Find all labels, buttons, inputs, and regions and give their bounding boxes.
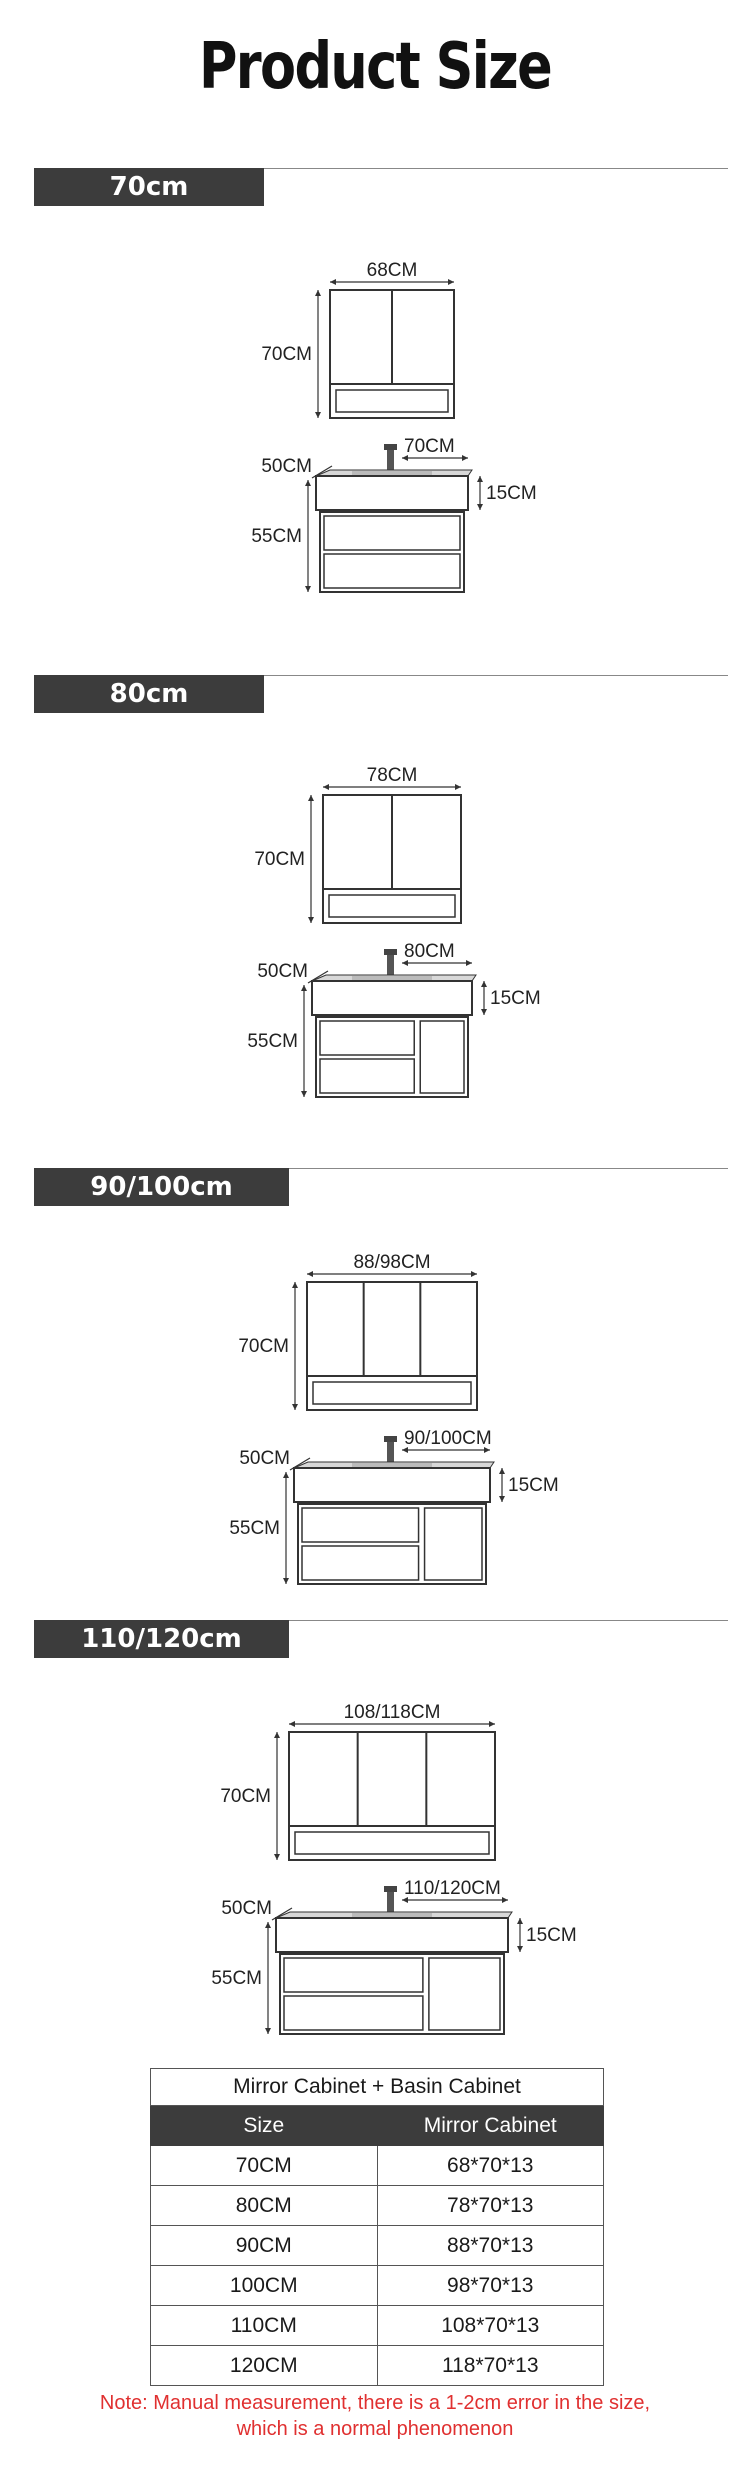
basin-height-arrow-head-bottom <box>265 2028 271 2034</box>
basin-top-arrow-head-bottom <box>517 1946 523 1952</box>
mirror-width-arrow-head-left <box>307 1271 313 1277</box>
table-row <box>151 2266 604 2306</box>
mirror-width-arrow-head-right <box>489 1721 495 1727</box>
basin-width-arrow-head-right <box>502 1897 508 1903</box>
table-cell: 88*70*13 <box>377 2226 604 2266</box>
basin-cabinet-body <box>316 1017 468 1097</box>
faucet-head <box>384 1436 397 1442</box>
table-header-size: Size <box>151 2106 378 2146</box>
sink-basin <box>352 1913 432 1917</box>
countertop <box>312 981 472 1015</box>
note-line-1: Note: Manual measurement, there is a 1-2cm error in the size, <box>99 2392 651 2414</box>
mirror-cabinet-body <box>307 1282 477 1410</box>
basin-height-arrow-head-bottom <box>305 586 311 592</box>
faucet-head <box>384 949 397 955</box>
basin-top-label: 15CM <box>526 1925 577 1946</box>
mirror-cabinet <box>261 260 454 418</box>
countertop <box>276 1918 508 1952</box>
basin-top-arrow-head-top <box>499 1468 505 1474</box>
mirror-width-label: 68CM <box>366 260 418 281</box>
basin-width-label: 80CM <box>404 941 455 962</box>
mirror-height-arrow-head-top <box>315 290 321 296</box>
basin-cabinet-body <box>280 1954 504 2034</box>
table-cell: 98*70*13 <box>377 2266 604 2306</box>
mirror-height-arrow-head-bottom <box>292 1404 298 1410</box>
mirror-width-arrow-head-right <box>448 279 454 285</box>
basin-height-arrow-head-top <box>265 1922 271 1928</box>
mirror-width-label: 108/118CM <box>343 1702 441 1723</box>
table-cell: 80CM <box>151 2186 378 2226</box>
mirror-height-arrow-head-bottom <box>308 917 314 923</box>
mirror-height-label: 70CM <box>254 849 305 870</box>
section-header-bar <box>34 168 264 206</box>
basin-cabinet <box>229 1428 558 1584</box>
note-line-2: which is a normal phenomenon <box>236 2418 514 2440</box>
basin-height-arrow-head-top <box>301 985 307 991</box>
sink-basin <box>352 471 432 475</box>
basin-width-label: 110/120CM <box>404 1878 501 1899</box>
mirror-height-arrow-head-top <box>274 1732 280 1738</box>
mirror-width-label: 78CM <box>366 765 418 786</box>
table-cell: 70CM <box>151 2146 378 2186</box>
table-header-mirror: Mirror Cabinet <box>377 2106 604 2146</box>
basin-width-label: 70CM <box>404 436 455 457</box>
table-cell: 78*70*13 <box>377 2186 604 2226</box>
basin-cabinet <box>247 941 540 1097</box>
basin-top-arrow-head-top <box>477 476 483 482</box>
basin-cabinet <box>211 1878 576 2034</box>
basin-depth-label: 50CM <box>221 1898 272 1919</box>
page-title: Product Size <box>198 30 552 104</box>
cabinet-diagram <box>0 765 750 1115</box>
mirror-width-arrow-head-left <box>330 279 336 285</box>
table-caption-row <box>151 2069 604 2106</box>
basin-top-label: 15CM <box>486 483 537 504</box>
table-caption: Mirror Cabinet + Basin Cabinet <box>151 2069 604 2106</box>
sink-basin <box>352 976 432 980</box>
mirror-cabinet <box>220 1702 495 1860</box>
mirror-height-arrow-head-top <box>308 795 314 801</box>
mirror-height-label: 70CM <box>238 1336 289 1357</box>
basin-height-label: 55CM <box>247 1031 298 1052</box>
mirror-width-label: 88/98CM <box>353 1252 431 1273</box>
basin-height-label: 55CM <box>251 526 302 547</box>
basin-height-arrow-head-bottom <box>283 1578 289 1584</box>
cabinet-diagram <box>0 1252 750 1602</box>
basin-height-label: 55CM <box>211 1968 262 1989</box>
mirror-cabinet-body <box>289 1732 495 1860</box>
mirror-cabinet <box>254 765 461 923</box>
table-cell: 120CM <box>151 2346 378 2386</box>
basin-cabinet <box>251 436 536 592</box>
table-cell: 118*70*13 <box>377 2346 604 2386</box>
table-header-row <box>151 2106 604 2146</box>
basin-height-label: 55CM <box>229 1518 280 1539</box>
basin-height-arrow-head-bottom <box>301 1091 307 1097</box>
sink-basin <box>352 1463 432 1467</box>
table-row <box>151 2306 604 2346</box>
mirror-height-arrow-head-bottom <box>274 1854 280 1860</box>
section-header-bar <box>34 1168 289 1206</box>
mirror-height-label: 70CM <box>261 344 312 365</box>
basin-width-arrow-head-right <box>462 455 468 461</box>
cabinet-diagram <box>0 260 750 610</box>
table-cell: 90CM <box>151 2226 378 2266</box>
table-cell: 68*70*13 <box>377 2146 604 2186</box>
section-header-label: 90/100cm <box>90 1172 233 1202</box>
basin-top-arrow-head-top <box>517 1918 523 1924</box>
basin-width-arrow-head-right <box>466 960 472 966</box>
table-row <box>151 2146 604 2186</box>
basin-cabinet-body <box>298 1504 486 1584</box>
basin-depth-label: 50CM <box>239 1448 290 1469</box>
faucet-head <box>384 444 397 450</box>
size-table <box>150 2068 604 2386</box>
cabinet-diagram <box>0 1702 750 2052</box>
basin-width-label: 90/100CM <box>404 1428 492 1449</box>
basin-height-arrow-head-top <box>305 480 311 486</box>
mirror-height-arrow-head-top <box>292 1282 298 1288</box>
section-header-rule <box>289 1620 728 1621</box>
basin-cabinet-body <box>320 512 464 592</box>
measurement-note <box>0 2390 750 2442</box>
basin-top-arrow-head-bottom <box>481 1009 487 1015</box>
countertop <box>316 476 468 510</box>
basin-depth-label: 50CM <box>261 456 312 477</box>
mirror-width-arrow-head-right <box>471 1271 477 1277</box>
section-header-rule <box>264 168 728 169</box>
mirror-cabinet <box>238 1252 477 1410</box>
section-header-bar <box>34 675 264 713</box>
mirror-height-arrow-head-bottom <box>315 412 321 418</box>
basin-top-label: 15CM <box>490 988 541 1009</box>
basin-top-arrow-head-bottom <box>477 504 483 510</box>
section-header-label: 110/120cm <box>81 1624 242 1654</box>
mirror-width-arrow-head-right <box>455 784 461 790</box>
table-row <box>151 2346 604 2386</box>
section-header-rule <box>264 675 728 676</box>
section-header-rule <box>289 1168 728 1169</box>
mirror-width-arrow-head-left <box>289 1721 295 1727</box>
basin-height-arrow-head-top <box>283 1472 289 1478</box>
table-row <box>151 2226 604 2266</box>
mirror-height-label: 70CM <box>220 1786 271 1807</box>
section-header-label: 80cm <box>109 679 189 709</box>
section-header-bar <box>34 1620 289 1658</box>
table-cell: 110CM <box>151 2306 378 2346</box>
table-cell: 100CM <box>151 2266 378 2306</box>
faucet-head <box>384 1886 397 1892</box>
basin-depth-label: 50CM <box>257 961 308 982</box>
table-row <box>151 2186 604 2226</box>
section-header-label: 70cm <box>109 172 189 202</box>
basin-top-arrow-head-top <box>481 981 487 987</box>
countertop <box>294 1468 490 1502</box>
table-cell: 108*70*13 <box>377 2306 604 2346</box>
mirror-width-arrow-head-left <box>323 784 329 790</box>
basin-top-label: 15CM <box>508 1475 559 1496</box>
basin-top-arrow-head-bottom <box>499 1496 505 1502</box>
